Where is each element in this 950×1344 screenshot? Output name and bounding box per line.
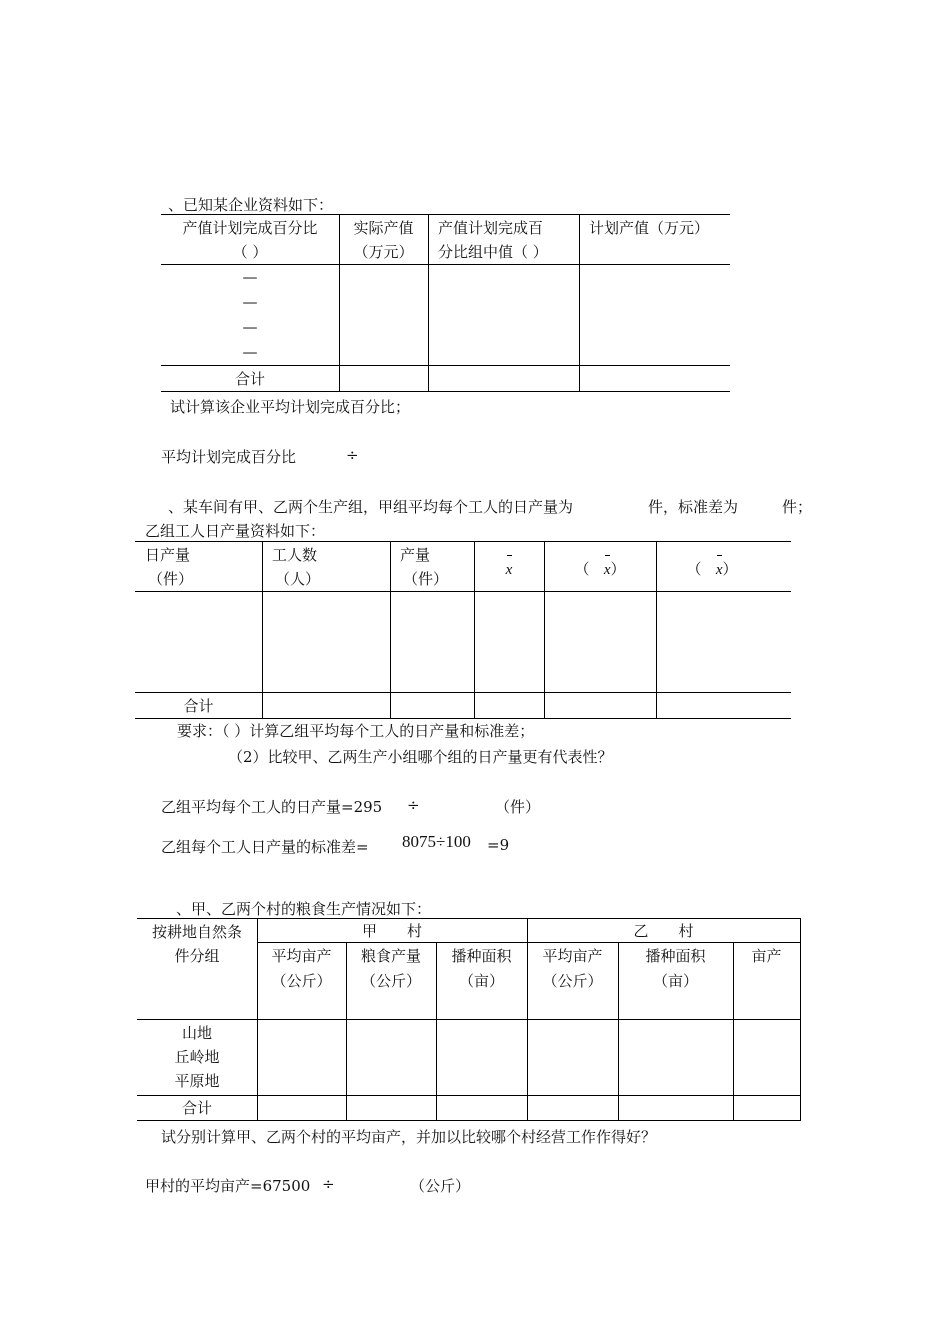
q1-header-1a: 产值计划完成百分比	[182, 219, 318, 237]
q3-total: 合计	[181, 1099, 212, 1117]
x-bar-symbol: x	[716, 558, 723, 582]
q2-header-3b: （件）	[403, 570, 449, 588]
q3-a-col-3b: （亩）	[458, 972, 504, 990]
q2-header-deviation: （ x）	[544, 557, 656, 582]
q2-header-xbar	[474, 557, 544, 582]
q2-intro-line1: 、某车间有甲、乙两个生产组，甲组平均每个工人的日产量为	[168, 498, 574, 516]
q1-answer: 平均计划完成百分比	[161, 448, 297, 466]
q2-requirement-2: （2）比较甲、乙两生产小组哪个组的日产量更有代表性？	[228, 748, 613, 766]
q3-row-plain: 平原地	[174, 1072, 220, 1090]
q3-b-col-2a: 播种面积	[645, 947, 706, 965]
q3-answer-operator: ÷	[322, 1175, 335, 1193]
q3-row-hills: 丘岭地	[174, 1048, 220, 1066]
q1-header-3b: 分比组中值（ ）	[438, 243, 548, 261]
q3-a-col-3a: 播种面积	[451, 947, 512, 965]
q1-row-1: —	[242, 268, 258, 286]
q1-row-4: —	[242, 343, 258, 361]
q3-village-b: 乙 村	[633, 922, 694, 940]
q3-group-header-2: 件分组	[174, 947, 220, 965]
x-bar-symbol: x	[506, 558, 513, 582]
q1-row-2: —	[242, 293, 258, 311]
q1-header-2a: 实际产值	[353, 219, 414, 237]
q3-a-col-2a: 粮食产量	[360, 947, 421, 965]
q1-intro: 、已知某企业资料如下：	[168, 196, 334, 214]
q1-header-4: 计划产值（万元）	[589, 219, 710, 237]
q2-requirement-1: 要求：（ ）计算乙组平均每个工人的日产量和标准差；	[177, 722, 535, 740]
q1-answer-operator: ÷	[346, 446, 359, 464]
x-bar-symbol: x	[604, 558, 611, 582]
q1-header-2b: （万元）	[353, 243, 414, 261]
q2-answer-mean: 乙组平均每个工人的日产量=295	[161, 798, 383, 816]
q2-header-deviation-sq: （ x）	[656, 557, 768, 582]
q1-row-3: —	[242, 318, 258, 336]
q1-header-1b: （ ）	[232, 243, 268, 261]
q3-a-col-2b: （公斤）	[360, 972, 421, 990]
q2-intro-unit1: 件，标准差为	[648, 498, 739, 516]
q1-header-3a: 产值计划完成百	[438, 219, 544, 237]
q2-intro-line2: 乙组工人日产量资料如下：	[145, 522, 326, 540]
q1-question: 试计算该企业平均计划完成百分比；	[170, 398, 411, 416]
q3-b-col-3a: 亩产	[751, 947, 782, 965]
q2-answer-mean-operator: ÷	[407, 796, 420, 814]
q2-header-2b: （人）	[275, 570, 321, 588]
q2-answer-sd: 乙组每个工人日产量的标准差=	[161, 838, 369, 856]
q2-total: 合计	[183, 697, 214, 715]
q3-row-mountain: 山地	[181, 1024, 212, 1042]
q3-village-a: 甲 村	[361, 922, 422, 940]
q2-answer-sd-result: =9	[487, 836, 510, 854]
q2-header-2a: 工人数	[272, 546, 318, 564]
q2-answer-sd-expression: 8075÷100	[402, 832, 471, 851]
q3-b-col-1b: （公斤）	[542, 972, 603, 990]
q3-b-col-1a: 平均亩产	[542, 947, 603, 965]
q3-group-header-1: 按耕地自然条	[151, 923, 242, 941]
q3-a-col-1b: （公斤）	[271, 972, 332, 990]
q3-answer: 甲村的平均亩产=67500	[145, 1177, 311, 1195]
q2-answer-mean-unit: （件）	[495, 798, 541, 816]
q1-total: 合计	[234, 370, 265, 388]
q3-b-col-2b: （亩）	[652, 972, 698, 990]
q3-question: 试分别计算甲、乙两个村的平均亩产，并加以比较哪个村经营工作作得好？	[161, 1128, 657, 1146]
q2-header-1b: （件）	[148, 570, 194, 588]
q3-answer-unit: （公斤）	[410, 1177, 471, 1195]
q2-header-3a: 产量	[400, 546, 431, 564]
q3-a-col-1a: 平均亩产	[271, 947, 332, 965]
q3-intro: 、甲、乙两个村的粮食生产情况如下：	[176, 900, 432, 918]
q2-intro-unit2: 件；	[782, 498, 813, 516]
q2-header-1a: 日产量	[145, 546, 191, 564]
